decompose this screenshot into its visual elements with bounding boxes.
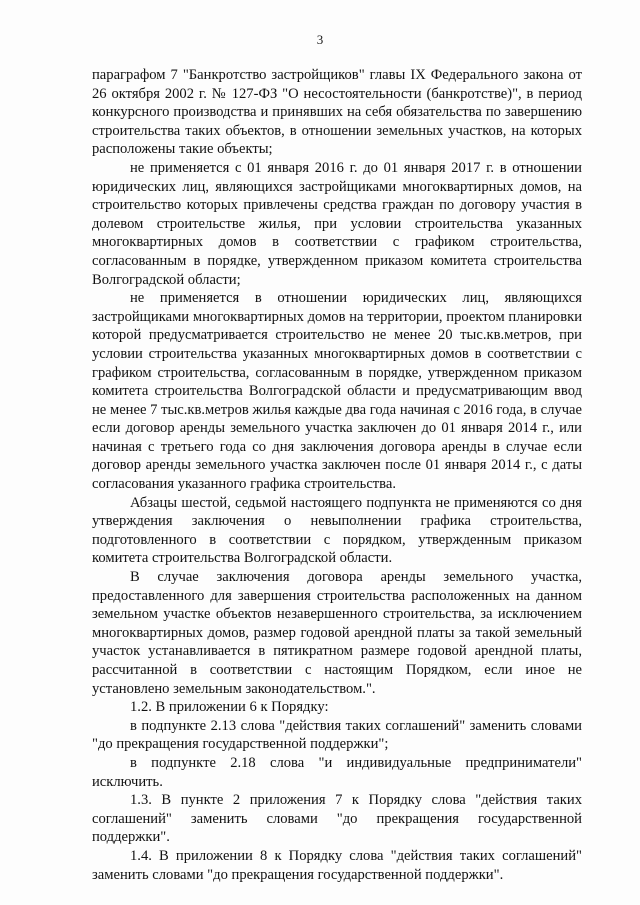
paragraph-4: Абзацы шестой, седьмой настоящего подпункта не применяются со дня утверждения заключения о невыполнении графика строительства, подготовленного в соответствии с порядком, утвержденным приказом комитета строительства Волгоградской области. [92, 494, 582, 567]
paragraph-3: не применяется в отношении юридических лиц, являющихся застройщиками многоквартирных домов на территории, проектом планировки которой предусматривается строительство не менее 20 тыс.кв.метров, при условии строительства указанных многоквартирных домов в соответствии с графиком строительства, согласованным в порядке, утвержденном приказом комитета строительства Волгоградской области и предусматривающим ввод не менее 7 тыс.кв.метров жилья каждые два года начиная с 2016 года, в случае если договор аренды земельного участка заключен до 01 января 2014 г., или начиная с третьего года со дня заключения договора аренды в случае если договор аренды земельного участка заключен после 01 января 2014 г., с даты согласования указанного графика строительства. [92, 290, 582, 493]
paragraph-1: параграфом 7 "Банкротство застройщиков" главы IX Федерального закона от 26 октября 2002 г. № 127-ФЗ "О несостоятельности (банкротстве)", в период конкурсного производства и принявших на себя обязательства по завершению строительства таких объектов, в отношении земельных участков, на которых расположены такие объекты; [92, 67, 582, 158]
paragraph-7: в подпункте 2.13 слова "действия таких соглашений" заменить словами "до прекращения государственной поддержки"; [92, 717, 582, 753]
paragraph-2: не применяется с 01 января 2016 г. до 01 января 2017 г. в отношении юридических лиц, являющихся застройщиками многоквартирных домов, на строительство которых привлечены средства граждан по договору участия в долевом строительстве жилья, при условии строительства указанных многоквартирных домов в соответствии с графиком строительства, согласованным в порядке, утвержденном приказом комитета строительства Волгоградской области; [92, 159, 582, 288]
document-body [92, 66, 582, 884]
paragraph-5: В случае заключения договора аренды земельного участка, предоставленного для завершения строительства расположенных на данном земельном участке объектов незавершенного строительства, за исключением многоквартирных домов, размер годовой арендной платы за такой земельный участок устанавливается в пятикратном размере годовой арендной платы, рассчитанной в соответствии с настоящим Порядком, если иное не установлено земельным законодательством.". [92, 569, 582, 697]
paragraph-6: 1.2. В приложении 6 к Порядку: [130, 699, 329, 716]
page-number: 3 [316, 32, 324, 47]
paragraph-10: 1.4. В приложении 8 к Порядку слова "действия таких соглашений" заменить словами "до прекращения государственной поддержки". [92, 847, 582, 883]
paragraph-9: 1.3. В пункте 2 приложения 7 к Порядку слова "действия таких соглашений" заменить словами "до прекращения государственной поддержки". [92, 792, 582, 846]
paragraph-8: в подпункте 2.18 слова "и индивидуальные предприниматели" исключить. [92, 754, 582, 790]
